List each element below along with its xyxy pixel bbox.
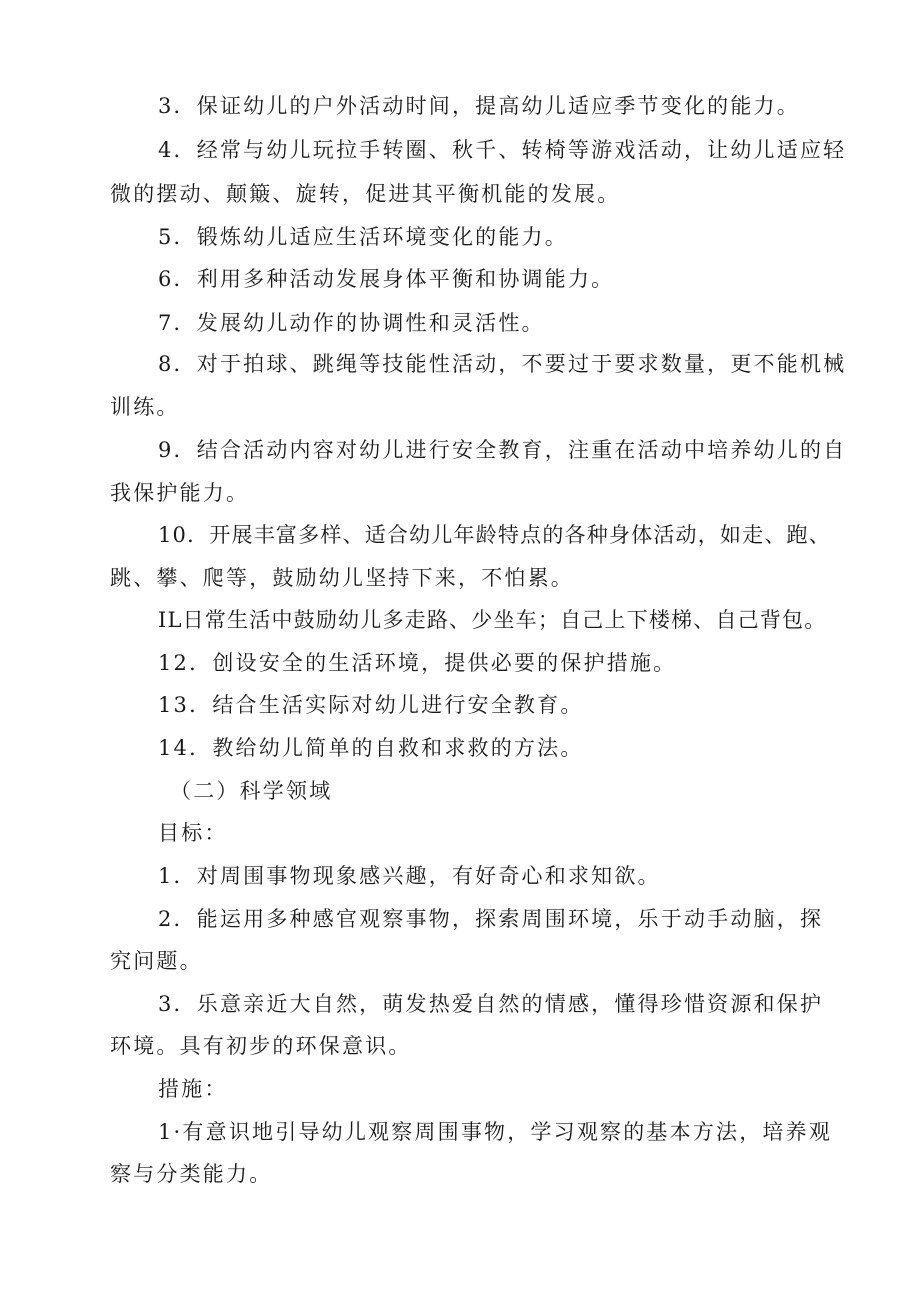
text-line: 13．结合生活实际对幼儿进行安全教育。 [158,693,584,717]
text-line: 1·有意识地引导幼儿观察周围事物，学习观察的基本方法，培养观 [158,1120,833,1144]
text-line: 6．利用多种活动发展身体平衡和协调能力。 [158,267,615,291]
subheading-measures: 措施： [158,1077,228,1101]
text-line: 我保护能力。 [110,481,250,505]
text-line: IL日常生活中鼓励幼儿多走路、少坐车；自己上下楼梯、自己背包。 [158,608,827,632]
section-heading: （二）科学领域 [170,779,333,803]
text-line: 微的摆动、颠簸、旋转，促进其平衡机能的发展。 [110,182,621,206]
text-line: 9．结合活动内容对幼儿进行安全教育，注重在活动中培养幼儿的自 [158,438,847,462]
text-line: 训练。 [110,395,180,419]
subheading-goals: 目标： [158,821,228,845]
text-line: 2．能运用多种感官观察事物，探索周围环境，乐于动手动脑，探 [158,907,824,931]
text-line: 3．乐意亲近大自然，萌发热爱自然的情感，懂得珍惜资源和保护 [158,992,824,1016]
text-line: 4．经常与幼儿玩拉手转圈、秋千、转椅等游戏活动，让幼儿适应轻 [158,138,847,162]
text-line: 14．教给幼儿简单的自救和求救的方法。 [158,736,584,760]
text-line: 5．锻炼幼儿适应生活环境变化的能力。 [158,225,568,249]
text-line: 跳、攀、爬等，鼓励幼儿坚持下来，不怕累。 [110,566,574,590]
text-line: 1．对周围事物现象感兴趣，有好奇心和求知欲。 [158,864,661,888]
text-line: 究问题。 [110,949,203,973]
text-line: 10．开展丰富多样、适合幼儿年龄特点的各种身体活动，如走、跑、 [158,523,831,547]
text-line: 环境。具有初步的环保意识。 [110,1034,412,1058]
text-line: 8．对于拍球、跳绳等技能性活动，不要过于要求数量，更不能机械 [158,352,847,376]
text-line: 3．保证幼儿的户外活动时间，提高幼儿适应季节变化的能力。 [158,94,800,118]
text-line: 察与分类能力。 [110,1162,273,1186]
text-line: 7．发展幼儿动作的协调性和灵活性。 [158,311,545,335]
text-line: 12．创设安全的生活环境，提供必要的保护措施。 [158,651,677,675]
